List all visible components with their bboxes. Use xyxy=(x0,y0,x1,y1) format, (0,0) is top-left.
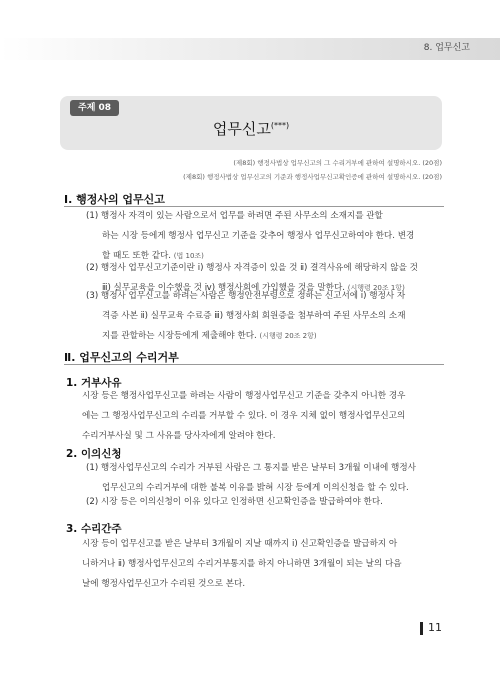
paragraph-line: 업무신고의 수리거부에 대한 불복 이유를 밝혀 시장 등에게 이의신청을 할 수 있다. xyxy=(102,483,409,493)
subsection-2-title: 2. 이의신청 xyxy=(66,448,122,460)
item-number: (1) xyxy=(86,463,99,473)
paragraph-line: 시장 등은 행정사업무신고를 하려는 사람이 행정사업무신고 기준을 갖추지 아니한 경우 xyxy=(82,391,406,401)
legal-reference: (법 10조) xyxy=(173,252,204,260)
paragraph-line: 격증 사본 ⅱ) 실무교육 수료증 ⅲ) 행정사회 회원증을 첨부하여 주된 사무소의 소재 xyxy=(102,311,406,321)
paragraph-line: 니하거나 ⅱ) 행정사업무신고의 수리거부통지를 하지 아니하면 3개월이 되는 날의 다음 xyxy=(82,559,402,569)
subsection-1-title: 1. 거부사유 xyxy=(66,377,122,389)
paragraph-line: 수리거부사실 및 그 사유를 당사자에게 알려야 한다. xyxy=(82,431,276,441)
topic-tag: 주제 08 xyxy=(70,100,119,116)
section-2-rule xyxy=(64,364,444,365)
legal-reference: (시행령 20조 1항) xyxy=(347,284,405,292)
paragraph-line: 에는 그 행정사업무신고의 수리를 거부할 수 있다. 이 경우 지체 없이 행정사업무신고의 xyxy=(82,411,406,421)
section-1-item-3 xyxy=(86,286,406,346)
legal-reference: (시행령 20조 2항) xyxy=(259,332,317,340)
subsection-3-title: 3. 수리간주 xyxy=(66,523,122,535)
item-number: (2) xyxy=(86,497,99,507)
subsection-3-body xyxy=(82,534,402,594)
page-number: 11 xyxy=(428,621,442,634)
paragraph-line: 행정사 자격이 있는 사람으로서 업무를 하려면 주된 사무소의 소재지를 관할 xyxy=(100,211,383,221)
item-number: (2) xyxy=(86,263,99,273)
paragraph-line: ⅲ) 실무교육을 이수했을 것 ⅳ) 행정사회에 가입했을 것을 말한다. xyxy=(102,283,345,293)
section-2-title: Ⅱ. 업무신고의 수리거부 xyxy=(64,351,179,364)
paragraph-line: 행정사 업무신고를 하려는 사람은 행정안전부령으로 정하는 신고서에 ⅰ) 행정사 자 xyxy=(100,291,406,301)
item-number: (1) xyxy=(86,211,99,221)
importance-mark: (***) xyxy=(270,121,290,130)
topic-title-text: 업무신고 xyxy=(212,120,271,138)
running-head: 8. 업무신고 xyxy=(423,43,470,53)
paragraph-line: 할 때도 또한 같다. xyxy=(102,251,172,261)
paragraph-line: 시장 등이 업무신고를 받은 날부터 3개월이 지날 때까지 ⅰ) 신고확인증을 발급하지 아 xyxy=(82,539,398,549)
paragraph-line: 행정사업무신고의 수리가 거부된 사람은 그 통지를 받은 날부터 3개월 이내에 행정사 xyxy=(100,463,416,473)
item-number: (3) xyxy=(86,291,99,301)
topic-title xyxy=(60,118,442,139)
subsection-1-body xyxy=(82,386,405,446)
paragraph-line: 지를 관할하는 시장등에게 제출해야 한다. xyxy=(102,331,257,341)
exam-criterion-1: (제8회) 행정사법상 업무신고의 그 수리거부에 관하여 설명하시오. (20점) xyxy=(233,159,442,167)
subsection-2-item-2 xyxy=(86,492,383,512)
paragraph-line: 시장 등은 이의신청이 이유 있다고 인정하면 신고확인증을 발급하여야 한다. xyxy=(100,497,383,507)
paragraph-line: 날에 행정사업무신고가 수리된 것으로 본다. xyxy=(82,579,246,589)
paragraph-line: 하는 시장 등에게 행정사 업무신고 기준을 갖추어 행정사 업무신고하여야 한다. 변경 xyxy=(102,231,415,241)
page-number-bar xyxy=(420,622,423,635)
paragraph-line: 행정사 업무신고기준이란 ⅰ) 행정사 자격증이 있을 것 ⅱ) 결격사유에 해당하지 않을 것 xyxy=(100,263,418,273)
section-1-item-1 xyxy=(86,206,414,266)
exam-criterion-2: (제8회) 행정사법상 업무신고의 기준과 행정사업무신고확인증에 관하여 설명하시오. (20점) xyxy=(183,173,442,181)
section-1-title: Ⅰ. 행정사의 업무신고 xyxy=(64,193,165,206)
